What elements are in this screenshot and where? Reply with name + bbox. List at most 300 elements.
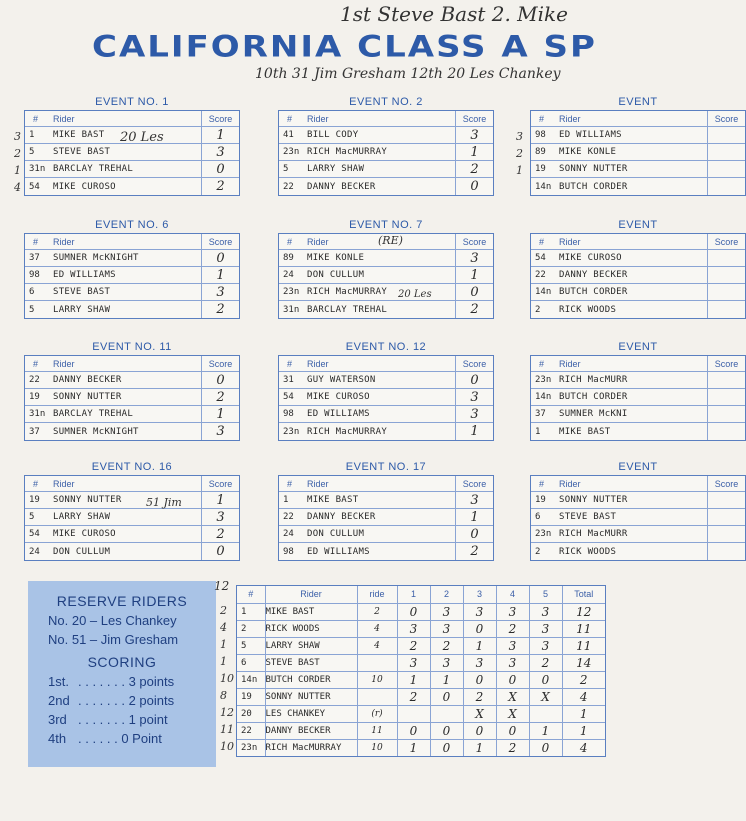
handwritten-event7-row-note: 20 Les [398, 289, 432, 300]
event-row [25, 492, 239, 509]
scoring-line: 4th . . . . . . 0 Point [48, 731, 162, 746]
event-row [279, 267, 493, 284]
rider-score: 2 [201, 301, 239, 318]
total-score: 2 [562, 671, 605, 688]
event-row [279, 543, 493, 560]
totals-header-cell: Total [562, 586, 605, 603]
heat-score: 0 [397, 722, 430, 739]
header-num: # [33, 359, 39, 369]
reserve-title: RESERVE RIDERS [56, 593, 188, 609]
totals-row [237, 671, 605, 688]
rider-name: RICH MacMURRAY [265, 739, 357, 756]
rider-name: DON CULLUM [53, 546, 111, 557]
heat-score [529, 705, 562, 722]
rider-score: 1 [455, 509, 493, 525]
event-row [279, 144, 493, 161]
event-header [531, 476, 745, 492]
rider-score [707, 284, 745, 300]
event-row [25, 178, 239, 195]
rider-name: RICH MacMURR [559, 529, 628, 539]
rider-name: DANNY BECKER [53, 375, 122, 385]
event-card [24, 341, 240, 441]
rider-number: 5 [29, 147, 35, 157]
heat-score: 1 [397, 671, 430, 688]
rider-name: SONNY NUTTER [265, 688, 357, 705]
event-card [278, 341, 494, 441]
header-rider: Rider [559, 237, 581, 247]
margin-mark: 10 [220, 672, 234, 685]
rider-score: 2 [201, 178, 239, 195]
rider-name: RICH MacMURRAY [307, 287, 388, 297]
header-score: Score [455, 234, 493, 249]
event-row [279, 127, 493, 144]
rider-name: MIKE KONLE [307, 253, 365, 263]
event-row [531, 492, 745, 509]
handwritten-totals-corner: 12 [214, 579, 230, 593]
event-row [25, 372, 239, 389]
rider-name: GUY WATERSON [307, 375, 376, 385]
total-score: 12 [562, 603, 605, 620]
header-rider: Rider [307, 359, 329, 369]
rider-score: 2 [201, 526, 239, 542]
header-rider: Rider [559, 114, 581, 124]
rider-name: LES CHANKEY [265, 705, 357, 722]
rider-name: ED WILLIAMS [559, 130, 622, 140]
heat-score: 0 [496, 722, 529, 739]
header-score: Score [707, 111, 745, 126]
margin-mark: 1 [14, 164, 21, 177]
rider-name: MIKE BAST [265, 603, 357, 620]
rider-score: 1 [455, 144, 493, 160]
scoring-line: 2nd . . . . . . . 2 points [48, 693, 175, 708]
rider-score: 1 [201, 127, 239, 143]
heat-score: X [496, 688, 529, 705]
event-header [279, 111, 493, 127]
rider-score: 1 [455, 267, 493, 283]
ride-note [357, 688, 397, 705]
header-num: # [287, 479, 293, 489]
event-table [530, 355, 746, 441]
margin-mark: 8 [220, 689, 227, 702]
totals-header-cell: 4 [496, 586, 529, 603]
rider-name: BILL CODY [307, 130, 359, 140]
header-num: # [33, 114, 39, 124]
rider-score: 0 [455, 372, 493, 388]
rider-number: 23n [535, 375, 552, 385]
reserve-rider: No. 20 – Les Chankey [48, 613, 177, 628]
rider-score: 1 [201, 406, 239, 422]
ride-note: 10 [357, 739, 397, 756]
rider-number: 22 [29, 375, 40, 385]
margin-mark: 2 [14, 147, 21, 160]
rider-number: 1 [237, 603, 265, 620]
event-row [279, 492, 493, 509]
event-row [531, 389, 745, 406]
rider-name: DON CULLUM [307, 270, 365, 280]
totals-row [237, 637, 605, 654]
event-row [531, 161, 745, 178]
rider-number: 98 [29, 270, 40, 280]
ride-note: 4 [357, 637, 397, 654]
event-card [24, 219, 240, 319]
rider-score: 2 [455, 543, 493, 560]
total-score: 1 [562, 705, 605, 722]
header-rider: Rider [307, 114, 329, 124]
rider-name: STEVE BAST [53, 287, 111, 297]
header-score: Score [201, 476, 239, 491]
heat-score: 3 [463, 654, 496, 671]
event-title: EVENT [618, 219, 658, 231]
header-rider: Rider [53, 479, 75, 489]
event-row [25, 406, 239, 423]
event-table [24, 475, 240, 561]
heat-score: 1 [463, 739, 496, 756]
rider-name: MIKE BAST [53, 130, 105, 140]
header-num: # [539, 114, 545, 124]
scoring-title: SCORING [87, 654, 157, 670]
heat-score [397, 705, 430, 722]
margin-mark: 2 [516, 147, 523, 160]
event-title: EVENT [618, 461, 658, 473]
total-score: 11 [562, 637, 605, 654]
total-score: 4 [562, 688, 605, 705]
event-header [25, 234, 239, 250]
heat-score: 3 [496, 603, 529, 620]
total-score: 11 [562, 620, 605, 637]
rider-score [707, 127, 745, 143]
event-title: EVENT NO. 7 [349, 219, 423, 231]
ride-note: (r) [357, 705, 397, 722]
rider-name: SONNY NUTTER [559, 495, 628, 505]
header-num: # [539, 237, 545, 247]
rider-number: 54 [535, 253, 546, 263]
event-row [531, 526, 745, 543]
rider-name: BUTCH CORDER [559, 392, 628, 402]
event-row [279, 284, 493, 301]
rider-name: DANNY BECKER [307, 181, 376, 192]
rider-score: 2 [201, 389, 239, 405]
event-row [279, 178, 493, 195]
rider-name: SONNY NUTTER [53, 495, 122, 505]
rider-number: 23n [283, 147, 300, 157]
rider-name: RICH MacMURRAY [307, 426, 388, 437]
rider-name: MIKE KONLE [559, 147, 617, 157]
rider-score: 3 [455, 492, 493, 508]
rider-number: 37 [29, 426, 40, 437]
event-row [25, 267, 239, 284]
event-row [531, 127, 745, 144]
header-num: # [539, 479, 545, 489]
totals-header-cell: 1 [397, 586, 430, 603]
rider-name: STEVE BAST [559, 512, 617, 522]
heat-score: 0 [463, 671, 496, 688]
rider-score: 3 [201, 423, 239, 440]
rider-number: 24 [29, 546, 40, 557]
rider-name: DON CULLUM [307, 529, 365, 539]
rider-score [707, 161, 745, 177]
rider-number: 54 [29, 181, 40, 192]
heat-score: 3 [430, 654, 463, 671]
total-score: 14 [562, 654, 605, 671]
header-rider: Rider [53, 237, 75, 247]
rider-number: 6 [237, 654, 265, 671]
ride-note: 4 [357, 620, 397, 637]
event-row [25, 509, 239, 526]
reserve-riders-panel [28, 581, 216, 767]
rider-name: SONNY NUTTER [559, 164, 628, 174]
rider-number: 5 [29, 304, 35, 315]
totals-row [237, 722, 605, 739]
rider-score: 3 [455, 389, 493, 405]
header-num: # [287, 114, 293, 124]
rider-number: 24 [283, 529, 294, 539]
rider-name: RICH MacMURR [559, 375, 628, 385]
event-row [279, 372, 493, 389]
rider-name: BUTCH CORDER [265, 671, 357, 688]
event-card [24, 461, 240, 561]
rider-number: 24 [283, 270, 294, 280]
heat-score: 3 [430, 620, 463, 637]
heat-score: 1 [430, 671, 463, 688]
rider-number: 14n [535, 181, 552, 192]
rider-name: ED WILLIAMS [307, 409, 370, 419]
heat-score: 0 [430, 688, 463, 705]
event-title: EVENT NO. 11 [92, 341, 172, 353]
event-row [531, 284, 745, 301]
heat-score: 3 [496, 637, 529, 654]
event-row [25, 423, 239, 440]
rider-name: SUMNER McKNIGHT [53, 253, 139, 263]
rider-name: BARCLAY TREHAL [53, 409, 134, 419]
margin-mark: 2 [220, 604, 227, 617]
rider-score: 1 [201, 492, 239, 508]
event-card [530, 341, 746, 441]
rider-number: 22 [283, 512, 294, 522]
rider-number: 98 [283, 409, 294, 419]
rider-number: 22 [535, 270, 546, 280]
event-header [279, 356, 493, 372]
rider-number: 31n [283, 304, 300, 315]
rider-score: 0 [455, 526, 493, 542]
header-score: Score [201, 234, 239, 249]
margin-mark: 1 [516, 164, 523, 177]
rider-number: 98 [283, 546, 294, 557]
handwritten-top-note: 1st Steve Bast 2. Mike [340, 2, 568, 26]
rider-number: 19 [29, 392, 40, 402]
rider-number: 98 [535, 130, 546, 140]
heat-score: X [529, 688, 562, 705]
header-score: Score [201, 356, 239, 371]
rider-score [707, 144, 745, 160]
event-row [279, 509, 493, 526]
event-row [25, 526, 239, 543]
rider-score: 3 [201, 509, 239, 525]
rider-name: MIKE CUROSO [307, 392, 370, 402]
event-row [25, 301, 239, 318]
event-title: EVENT [618, 341, 658, 353]
rider-number: 19 [237, 688, 265, 705]
rider-number: 19 [29, 495, 40, 505]
rider-score [707, 178, 745, 195]
header-num: # [33, 479, 39, 489]
rider-name: LARRY SHAW [307, 164, 365, 174]
rider-name: ED WILLIAMS [307, 546, 370, 557]
rider-name: DANNY BECKER [559, 270, 628, 280]
event-title: EVENT NO. 2 [349, 96, 423, 108]
heat-score: 0 [430, 722, 463, 739]
margin-mark: 11 [220, 723, 234, 736]
rider-number: 23n [237, 739, 265, 756]
rider-score [707, 250, 745, 266]
rider-score: 0 [455, 284, 493, 300]
totals-header-cell: ride [357, 586, 397, 603]
rider-name: SUMNER McKNIGHT [53, 426, 139, 437]
rider-name: MIKE CUROSO [559, 253, 622, 263]
rider-number: 22 [283, 181, 294, 192]
event-row [531, 372, 745, 389]
handwritten-event1-note: 20 Les [120, 130, 164, 145]
event-card [278, 96, 494, 196]
event-table [24, 110, 240, 196]
heat-score: X [496, 705, 529, 722]
rider-score [707, 267, 745, 283]
rider-score: 0 [201, 250, 239, 266]
rider-score: 0 [455, 178, 493, 195]
event-row [531, 144, 745, 161]
event-table [530, 233, 746, 319]
heat-score: 3 [430, 603, 463, 620]
rider-number: 14n [535, 392, 552, 402]
rider-score: 1 [201, 267, 239, 283]
rider-number: 5 [29, 512, 35, 522]
rider-score [707, 423, 745, 440]
heat-score: 0 [529, 739, 562, 756]
heat-score: X [463, 705, 496, 722]
event-row [531, 543, 745, 560]
rider-name: SONNY NUTTER [53, 392, 122, 402]
totals-row [237, 654, 605, 671]
scoring-line: 1st. . . . . . . . 3 points [48, 674, 175, 689]
totals-header-cell: 3 [463, 586, 496, 603]
rider-name: RICK WOODS [559, 304, 617, 315]
rider-number: 54 [283, 392, 294, 402]
event-row [279, 250, 493, 267]
rider-number: 19 [535, 495, 546, 505]
rider-name: LARRY SHAW [53, 512, 111, 522]
rider-number: 54 [29, 529, 40, 539]
header-num: # [287, 237, 293, 247]
header-num: # [33, 237, 39, 247]
rider-score [707, 372, 745, 388]
header-score: Score [201, 111, 239, 126]
rider-number: 5 [237, 637, 265, 654]
heat-score: 0 [397, 603, 430, 620]
header-num: # [539, 359, 545, 369]
heat-score [430, 705, 463, 722]
rider-number: 6 [535, 512, 541, 522]
rider-number: 37 [535, 409, 546, 419]
rider-number: 23n [535, 529, 552, 539]
heat-score: 2 [397, 688, 430, 705]
rider-number: 37 [29, 253, 40, 263]
totals-header-cell: # [237, 586, 265, 603]
totals-table [236, 585, 606, 757]
event-row [279, 406, 493, 423]
rider-name: DANNY BECKER [307, 512, 376, 522]
event-header [531, 356, 745, 372]
event-title: EVENT NO. 1 [95, 96, 169, 108]
heat-score: 2 [496, 739, 529, 756]
margin-mark: 12 [220, 706, 234, 719]
totals-header-cell: 2 [430, 586, 463, 603]
event-header [25, 111, 239, 127]
totals-row [237, 739, 605, 756]
heat-score: 2 [529, 654, 562, 671]
rider-name: LARRY SHAW [53, 304, 111, 315]
event-row [531, 423, 745, 440]
heat-score: 0 [463, 722, 496, 739]
margin-mark: 4 [14, 181, 21, 194]
rider-number: 1 [283, 495, 289, 505]
event-card [530, 461, 746, 561]
event-header [279, 476, 493, 492]
rider-name: LARRY SHAW [265, 637, 357, 654]
rider-name: ED WILLIAMS [53, 270, 116, 280]
rider-number: 31n [29, 409, 46, 419]
handwritten-second-note: 10th 31 Jim Gresham 12th 20 Les Chankey [255, 66, 561, 82]
event-row [531, 267, 745, 284]
heat-score: 3 [397, 620, 430, 637]
rider-number: 23n [283, 287, 300, 297]
ride-note: 10 [357, 671, 397, 688]
event-row [531, 406, 745, 423]
rider-number: 1 [29, 130, 35, 140]
rider-score [707, 301, 745, 318]
rider-name: BARCLAY TREHAL [307, 304, 388, 315]
event-table [24, 233, 240, 319]
totals-row [237, 705, 605, 722]
rider-number: 2 [535, 304, 541, 315]
heat-score: 2 [397, 637, 430, 654]
heat-score: 3 [529, 637, 562, 654]
event-row [25, 144, 239, 161]
total-score: 1 [562, 722, 605, 739]
ride-note: 2 [357, 603, 397, 620]
rider-name: BARCLAY TREHAL [53, 164, 134, 174]
event-title: EVENT [618, 96, 658, 108]
event-row [25, 389, 239, 406]
rider-score: 2 [455, 161, 493, 177]
rider-name: MIKE CUROSO [53, 181, 116, 192]
rider-score: 2 [455, 301, 493, 318]
rider-score: 3 [201, 144, 239, 160]
event-row [279, 389, 493, 406]
margin-mark: 1 [220, 638, 227, 651]
rider-number: 2 [237, 620, 265, 637]
event-row [25, 543, 239, 560]
heat-score: 1 [397, 739, 430, 756]
page-title: CALIFORNIA CLASS A SP [92, 30, 597, 64]
event-title: EVENT NO. 16 [91, 461, 173, 473]
rider-score: 0 [201, 543, 239, 560]
header-num: # [287, 359, 293, 369]
rider-number: 6 [29, 287, 35, 297]
header-score: Score [707, 476, 745, 491]
event-row [531, 178, 745, 195]
event-table [278, 475, 494, 561]
heat-score: 2 [463, 688, 496, 705]
rider-score: 3 [455, 406, 493, 422]
